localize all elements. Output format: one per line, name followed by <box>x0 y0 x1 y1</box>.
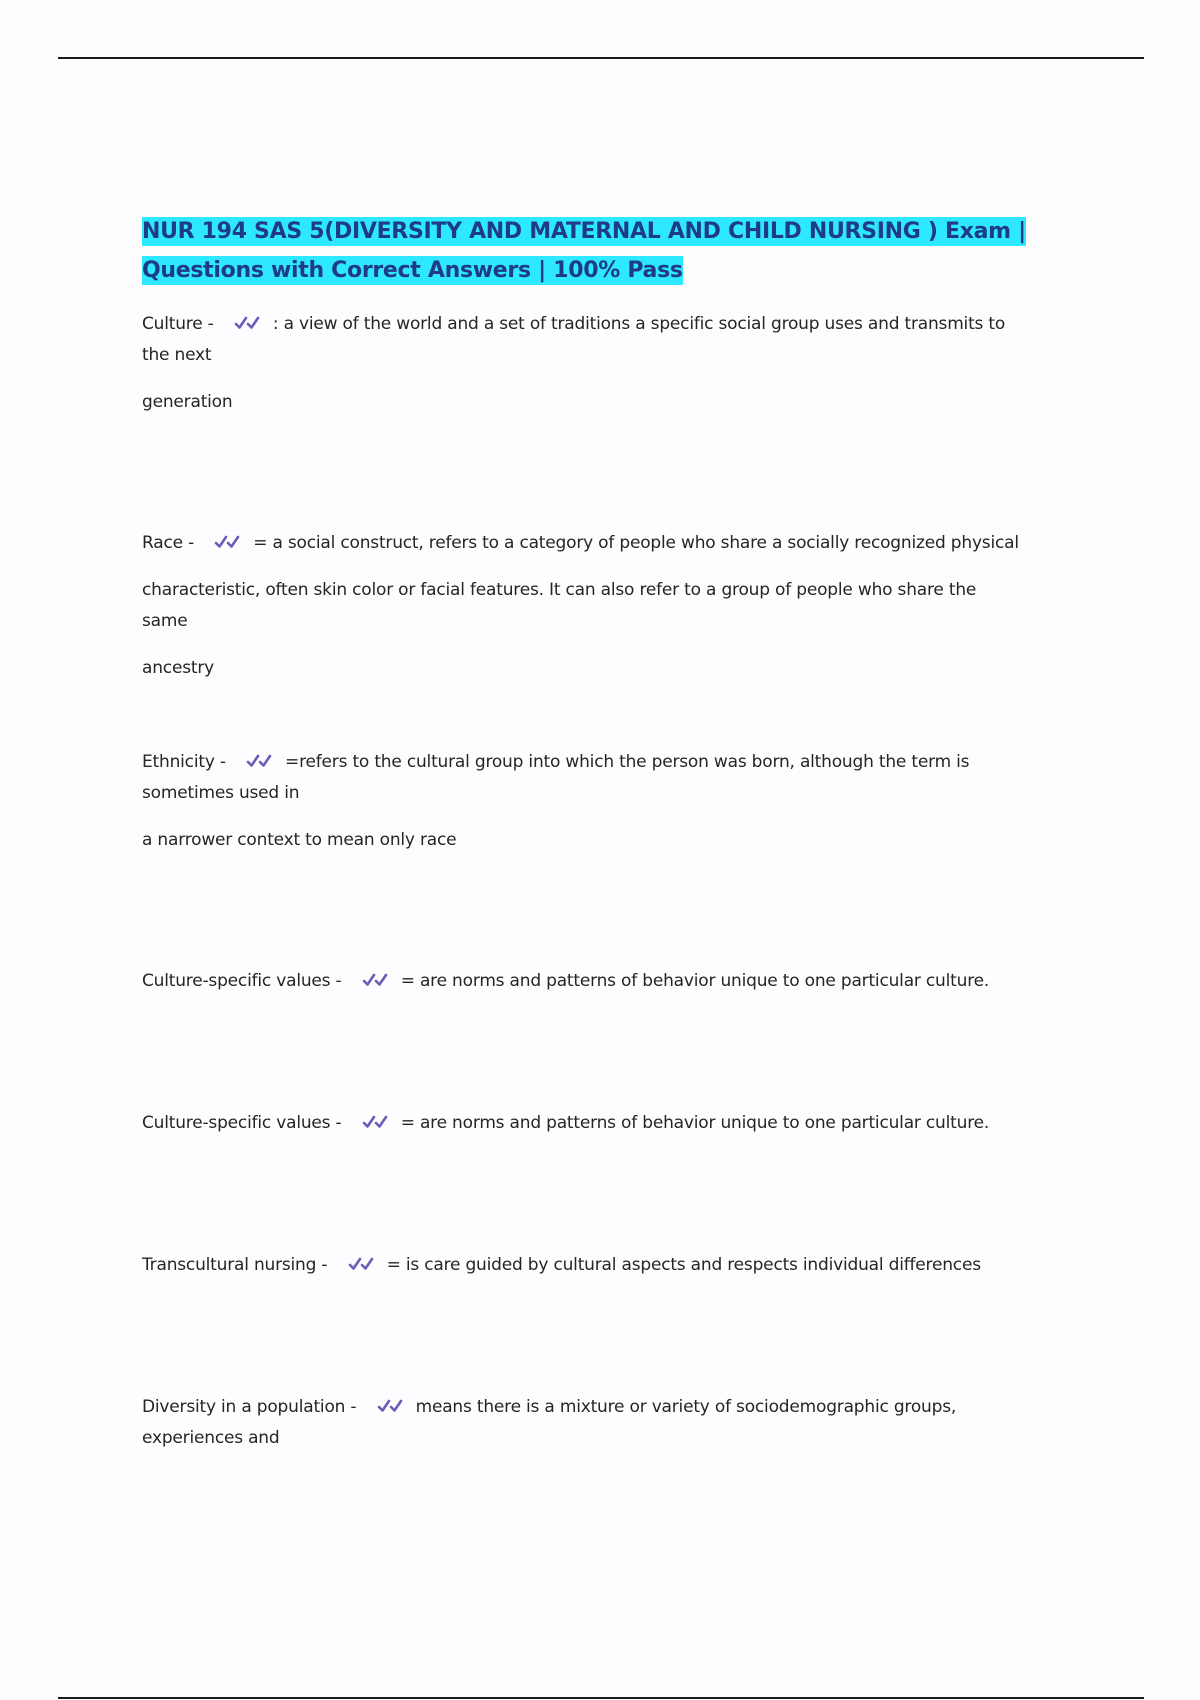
entry-culture-specific-values-repeat <box>142 1108 1062 1139</box>
entry-definition-cont: ancestry <box>142 658 214 678</box>
entry-transcultural-nursing <box>142 1250 1062 1281</box>
entry-definition: = are norms and patterns of behavior unique to one particular culture. <box>400 1113 990 1133</box>
entry-definition: : a view of the world and a set of traditions a specific social group uses and transmits to <box>272 314 1006 334</box>
entry-definition: =refers to the cultural group into which the person was born, although the term is <box>285 752 970 772</box>
entry-diversity-in-population <box>142 1392 1062 1454</box>
entry-definition-cont: the next <box>142 345 212 365</box>
double-checkmark-icon <box>335 1255 385 1273</box>
entry-term: Transcultural nursing - <box>142 1255 328 1275</box>
entry-term: Culture-specific values - <box>142 971 342 991</box>
entry-definition: = is care guided by cultural aspects and respects individual differences <box>386 1255 981 1275</box>
entry-term: Ethnicity - <box>142 752 226 772</box>
header-rule <box>58 57 1144 59</box>
double-checkmark-icon <box>201 533 251 551</box>
title-line-1: NUR 194 SAS 5(DIVERSITY AND MATERNAL AND CHILD NURSING ) Exam | <box>142 219 1026 244</box>
entry-definition-cont: generation <box>142 392 233 412</box>
footer-rule <box>58 1697 1144 1699</box>
entry-term: Culture-specific values - <box>142 1113 342 1133</box>
entry-definition: means there is a mixture or variety of sociodemographic groups, <box>415 1397 957 1417</box>
entry-culture-specific-values <box>142 966 1062 997</box>
entry-ethnicity <box>142 747 1062 856</box>
entry-definition: = a social construct, refers to a category of people who share a socially recognized physical <box>253 533 1019 553</box>
double-checkmark-icon <box>349 971 399 989</box>
entry-definition-cont: sometimes used in <box>142 783 300 803</box>
entry-term: Diversity in a population - <box>142 1397 357 1417</box>
double-checkmark-icon <box>221 314 271 332</box>
entry-race <box>142 528 1062 684</box>
double-checkmark-icon <box>349 1113 399 1131</box>
document-title <box>142 212 1042 290</box>
entry-definition-cont: same <box>142 611 188 631</box>
entry-term: Culture - <box>142 314 214 334</box>
entry-definition-cont: experiences and <box>142 1428 280 1448</box>
entry-definition-cont: a narrower context to mean only race <box>142 830 457 850</box>
double-checkmark-icon <box>364 1397 414 1415</box>
double-checkmark-icon <box>233 752 283 770</box>
entry-definition-cont: characteristic, often skin color or facial features. It can also refer to a group of people who share the <box>142 580 977 600</box>
entry-term: Race - <box>142 533 194 553</box>
title-line-2: Questions with Correct Answers | 100% Pass <box>142 258 683 283</box>
entry-definition: = are norms and patterns of behavior unique to one particular culture. <box>400 971 990 991</box>
entry-culture <box>142 309 1062 418</box>
